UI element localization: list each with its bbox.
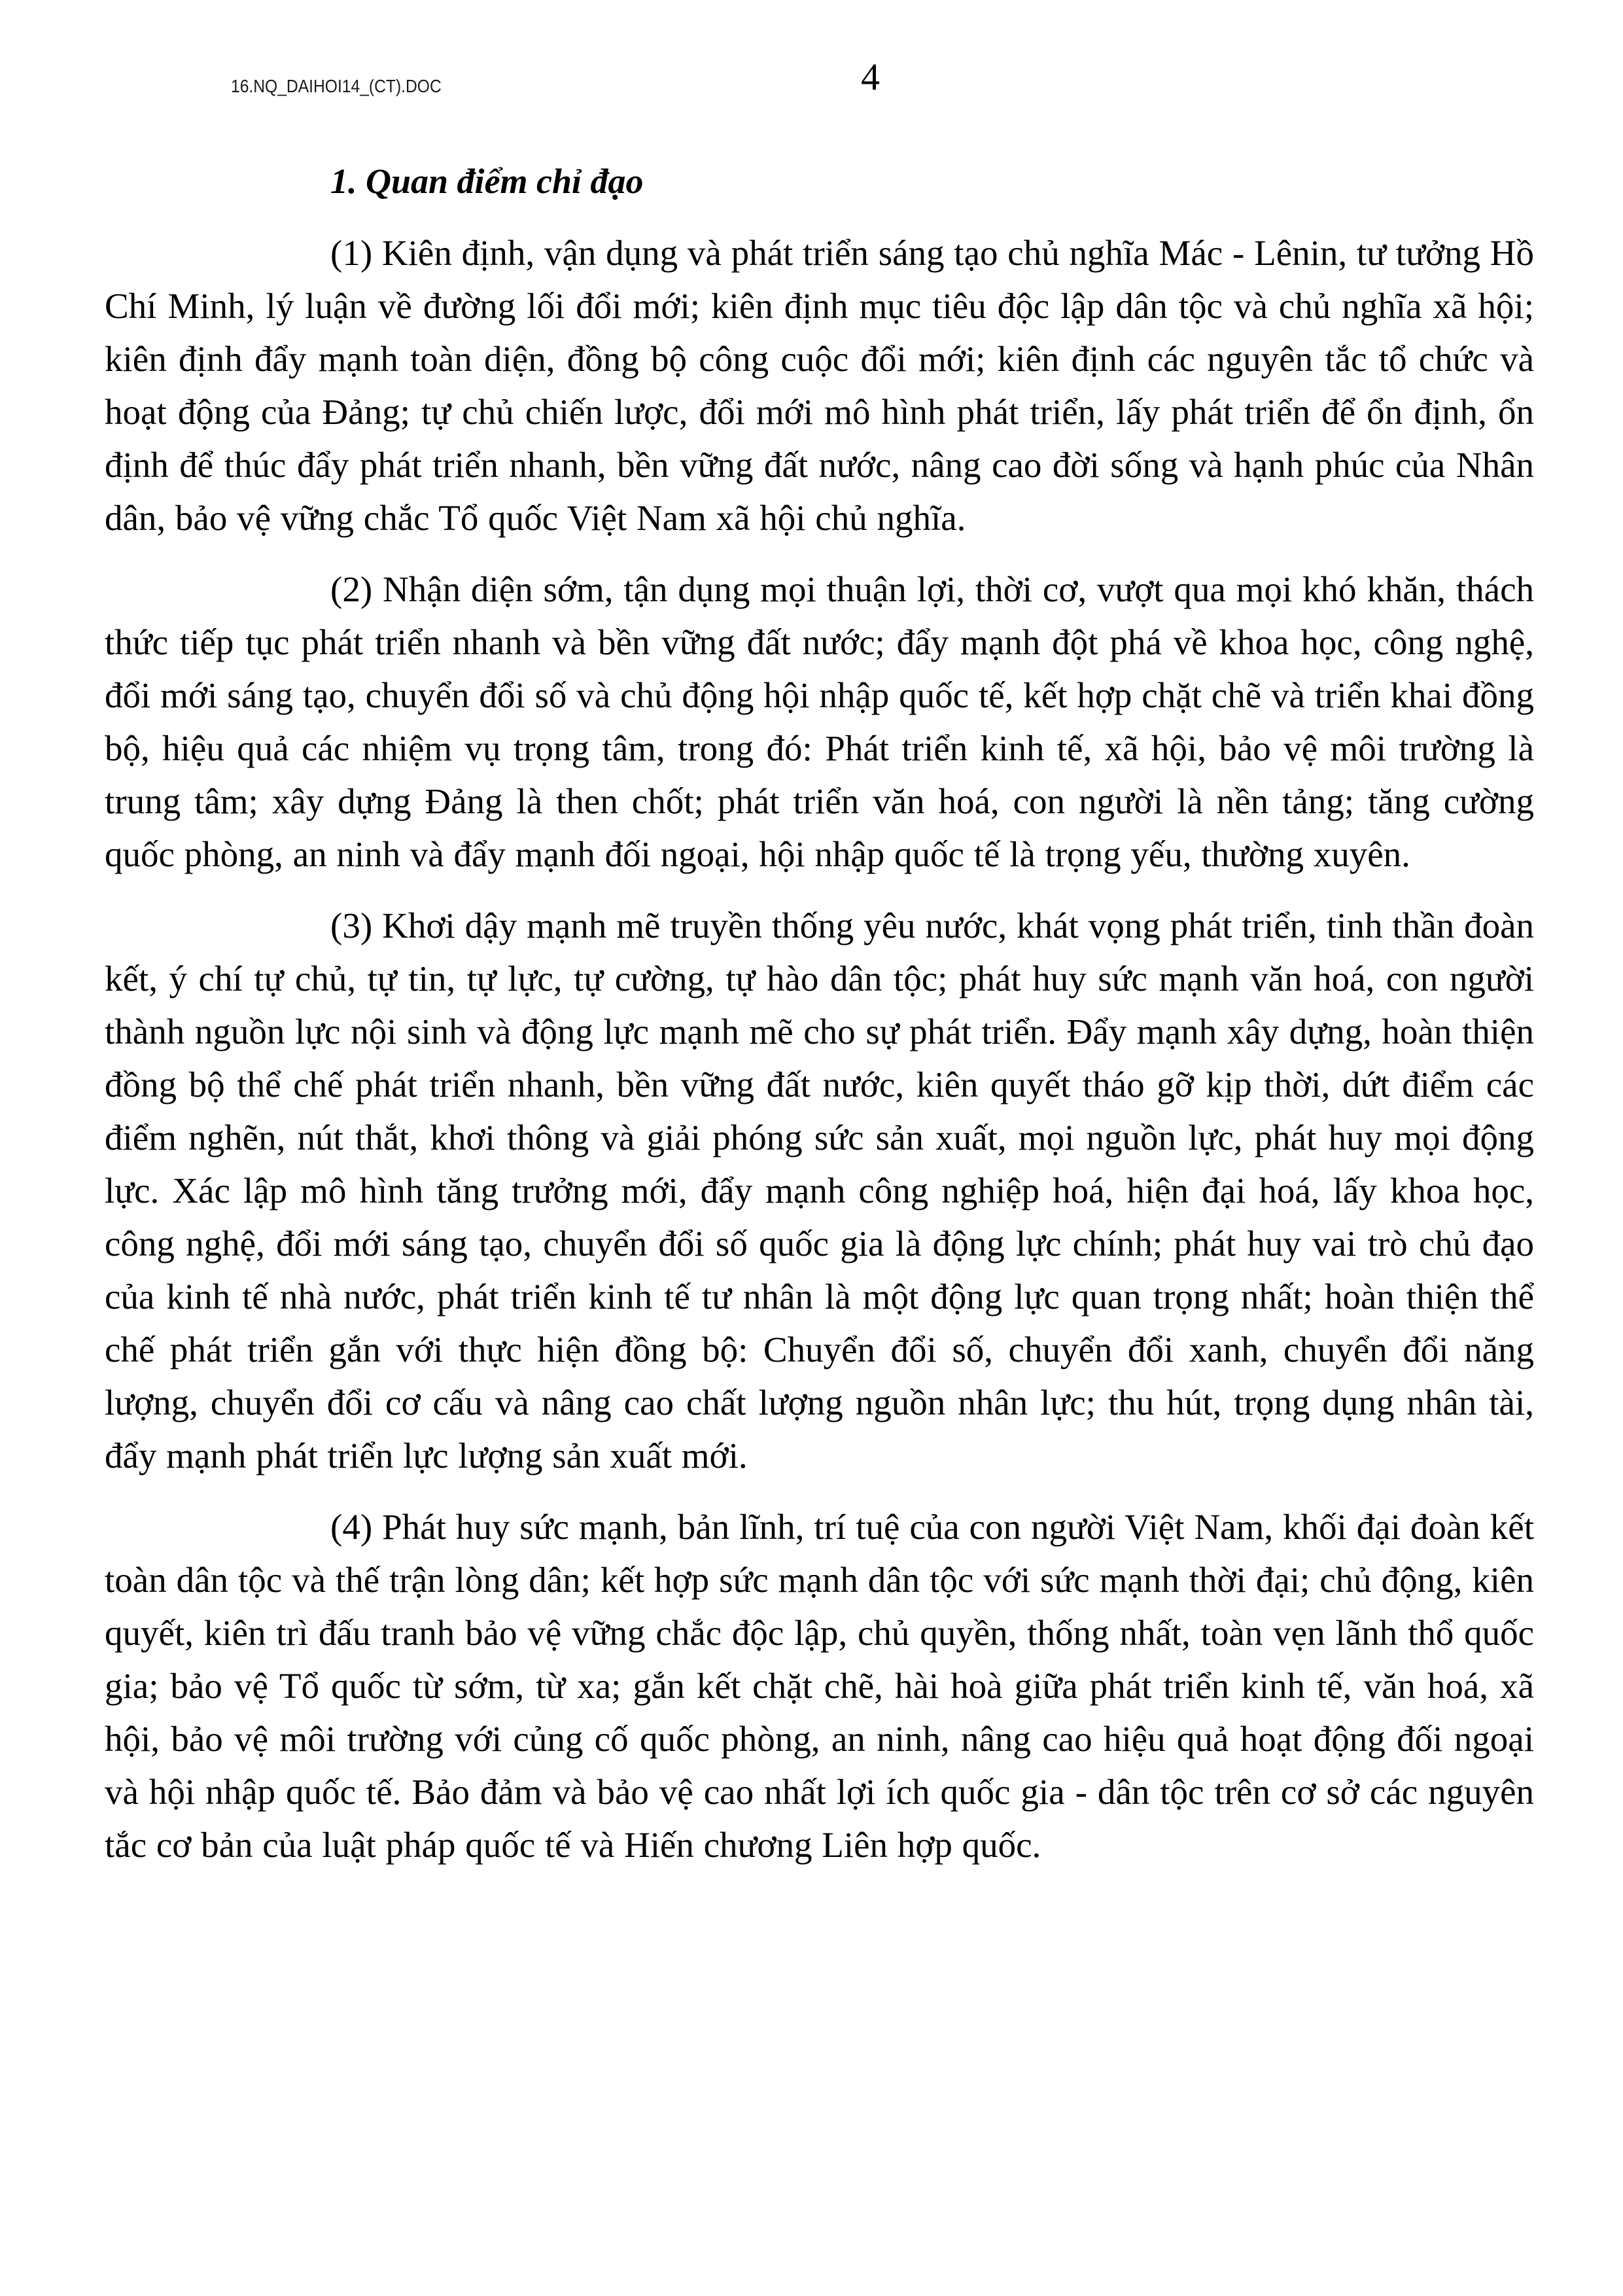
document-body xyxy=(105,154,1534,1871)
paragraph-2: (2) Nhận diện sớm, tận dụng mọi thuận lợi, thời cơ, vượt qua mọi khó khăn, thách thức tiếp tục phát triển nhanh và bền vững đất nước; đẩy mạnh đột phá về khoa học, công nghệ, đổi mới sáng tạo, chuyển đổi số và chủ động hội nhập quốc tế, kết hợp chặt chẽ và triển khai đồng bộ, hiệu quả các nhiệm vụ trọng tâm, trong đó: Phát triển kinh tế, xã hội, bảo vệ môi trường là trung tâm; xây dựng Đảng là then chốt; phát triển văn hoá, con người là nền tảng; tăng cường quốc phòng, an ninh và đẩy mạnh đối ngoại, hội nhập quốc tế là trọng yếu, thường xuyên. xyxy=(105,569,1534,874)
header-filename: 16.NQ_DAIHOI14_(CT).DOC xyxy=(231,76,442,96)
paragraph-3: (3) Khơi dậy mạnh mẽ truyền thống yêu nước, khát vọng phát triển, tinh thần đoàn kết, ý chí tự chủ, tự tin, tự lực, tự cường, tự hào dân tộc; phát huy sức mạnh văn hoá, con người thành nguồn lực nội sinh và động lực mạnh mẽ cho sự phát triển. Đẩy mạnh xây dựng, hoàn thiện đồng bộ thể chế phát triển nhanh, bền vững đất nước, kiên quyết tháo gỡ kịp thời, dứt điểm các điểm nghẽn, nút thắt, khơi thông và giải phóng sức sản xuất, mọi nguồn lực, phát huy mọi động lực. Xác lập mô hình tăng trưởng mới, đẩy mạnh công nghiệp hoá, hiện đại hoá, lấy khoa học, công nghệ, đổi mới sáng tạo, chuyển đổi số quốc gia là động lực chính; phát huy vai trò chủ đạo của kinh tế nhà nước, phát triển kinh tế tư nhân là một động lực quan trọng nhất; hoàn thiện thể chế phát triển gắn với thực hiện đồng bộ: Chuyển đổi số, chuyển đổi xanh, chuyển đổi năng lượng, chuyển đổi cơ cấu và nâng cao chất lượng nguồn nhân lực; thu hút, trọng dụng nhân tài, đẩy mạnh phát triển lực lượng sản xuất mới. xyxy=(105,906,1534,1475)
paragraph-1: (1) Kiên định, vận dụng và phát triển sáng tạo chủ nghĩa Mác - Lênin, tư tưởng Hồ Chí Minh, lý luận về đường lối đổi mới; kiên định mục tiêu độc lập dân tộc và chủ nghĩa xã hội; kiên định đẩy mạnh toàn diện, đồng bộ công cuộc đổi mới; kiên định các nguyên tắc tổ chức và hoạt động của Đảng; tự chủ chiến lược, đổi mới mô hình phát triển, lấy phát triển để ổn định, ổn định để thúc đẩy phát triển nhanh, bền vững đất nước, nâng cao đời sống và hạnh phúc của Nhân dân, bảo vệ vững chắc Tổ quốc Việt Nam xã hội chủ nghĩa. xyxy=(105,233,1534,538)
section-heading: 1. Quan điểm chỉ đạo xyxy=(330,162,644,201)
paragraph-4: (4) Phát huy sức mạnh, bản lĩnh, trí tuệ của con người Việt Nam, khối đại đoàn kết toàn dân tộc và thế trận lòng dân; kết hợp sức mạnh dân tộc với sức mạnh thời đại; chủ động, kiên quyết, kiên trì đấu tranh bảo vệ vững chắc độc lập, chủ quyền, thống nhất, toàn vẹn lãnh thổ quốc gia; bảo vệ Tổ quốc từ sớm, từ xa; gắn kết chặt chẽ, hài hoà giữa phát triển kinh tế, văn hoá, xã hội, bảo vệ môi trường với củng cố quốc phòng, an ninh, nâng cao hiệu quả hoạt động đối ngoại và hội nhập quốc tế. Bảo đảm và bảo vệ cao nhất lợi ích quốc gia - dân tộc trên cơ sở các nguyên tắc cơ bản của luật pháp quốc tế và Hiến chương Liên hợp quốc. xyxy=(105,1507,1534,1865)
page-number: 4 xyxy=(861,56,880,98)
